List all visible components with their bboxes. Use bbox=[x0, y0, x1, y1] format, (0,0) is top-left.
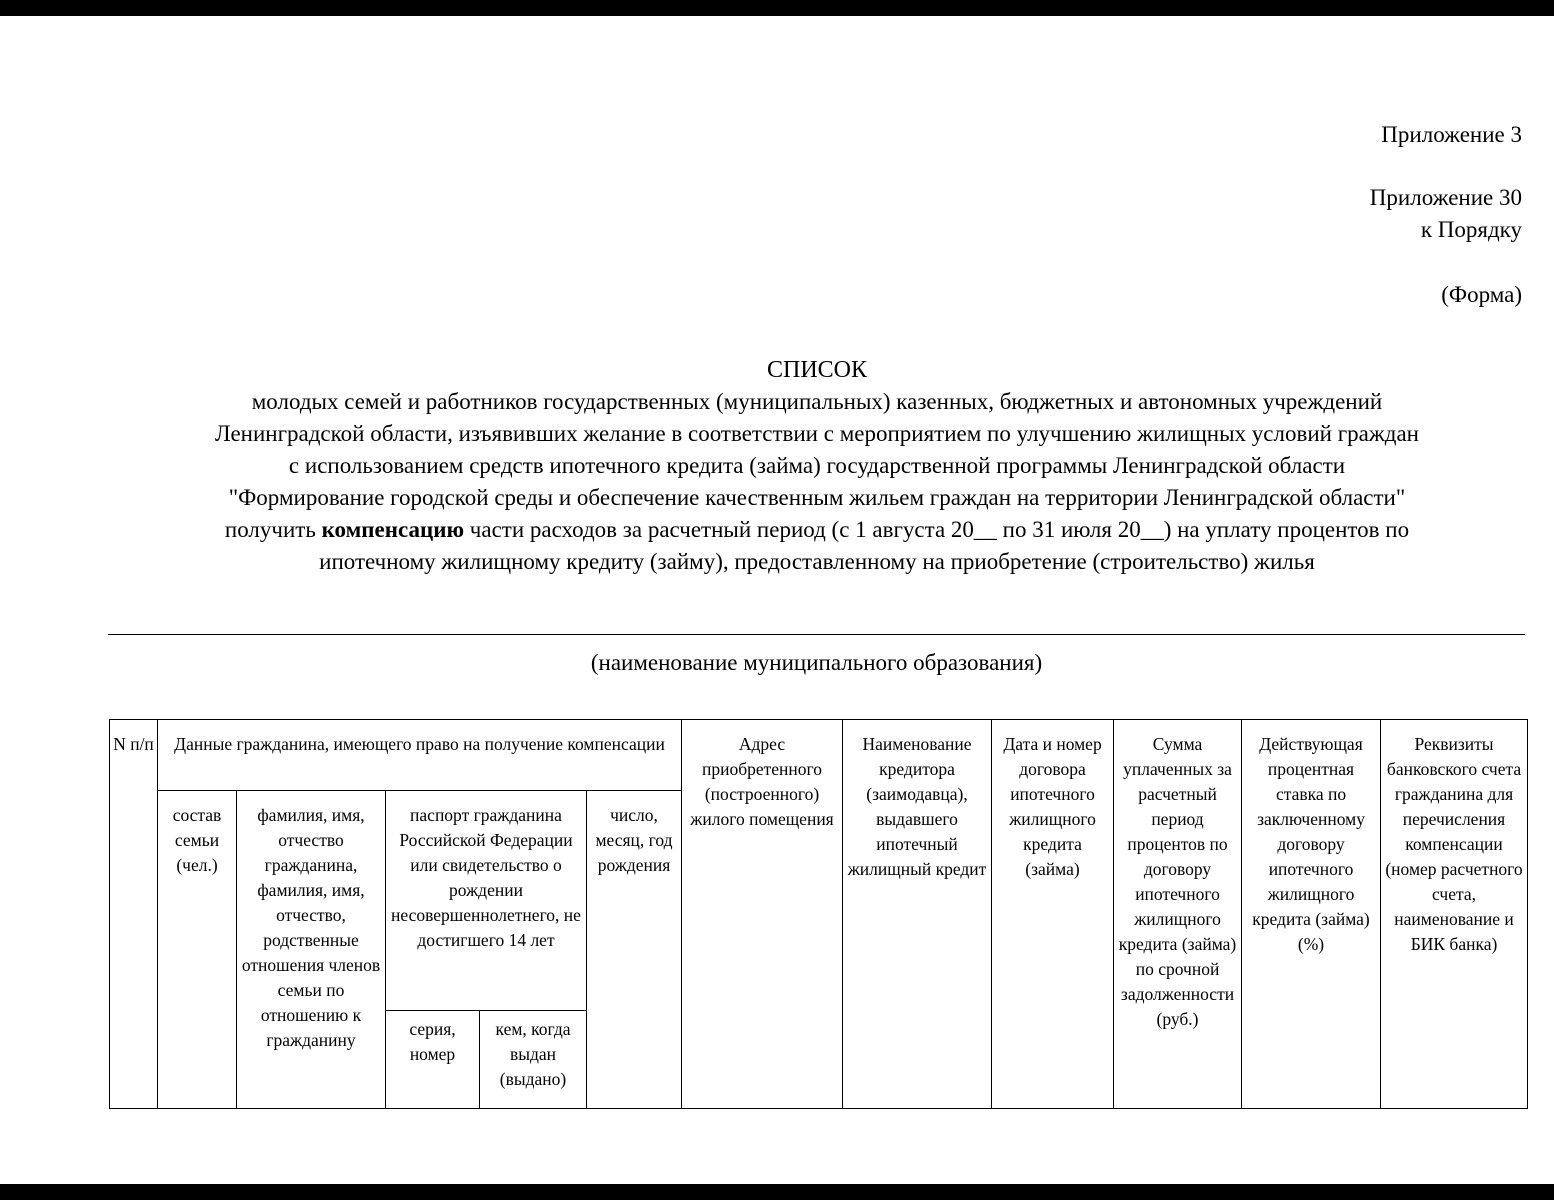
title-line-5 bbox=[110, 514, 1524, 546]
compensation-list-table bbox=[109, 719, 1528, 1109]
header-full-names: фамилия, имя, отчество гражданина, фамилия, имя, отчество, родственные отношения членов семьи по отношению к гражданину bbox=[237, 791, 386, 1109]
title-line-2: Ленинградской области, изъявивших желание в соответствии с мероприятием по улучшению жилищных условий граждан bbox=[215, 421, 1419, 446]
title-line-5-post: части расходов за расчетный период (с 1 августа 20__ по 31 июля 20__) на уплату процентов по bbox=[464, 517, 1410, 542]
document-title bbox=[110, 354, 1524, 578]
header-series-number: серия, номер bbox=[386, 1011, 480, 1109]
header-paid-sum: Сумма уплаченных за расчетный период процентов по договору ипотечного жилищного кредита (займа) по срочной задолженности (руб.) bbox=[1114, 720, 1242, 1109]
header-family-size: состав семьи (чел.) bbox=[158, 791, 237, 1109]
municipality-underline bbox=[108, 634, 1525, 635]
header-num: N п/п bbox=[110, 720, 158, 1109]
municipality-caption: (наименование муниципального образования) bbox=[590, 650, 1043, 675]
header-address: Адрес приобретенного (построенного) жилого помещения bbox=[682, 720, 843, 1109]
title-line-3: с использованием средств ипотечного кредита (займа) государственной программы Ленинградской области bbox=[288, 453, 1346, 478]
title-line-5-pre: получить bbox=[224, 517, 322, 542]
title-line-6: ипотечному жилищному кредиту (займу), предоставленному на приобретение (строительство) жилья bbox=[319, 549, 1315, 574]
header-birth-date: число, месяц, год рождения bbox=[587, 791, 682, 1109]
title-heading: СПИСОК bbox=[766, 357, 868, 383]
title-line-4: "Формирование городской среды и обеспечение качественным жильем граждан на территории Ленинградской области" bbox=[228, 485, 1406, 510]
header-issued-by: кем, когда выдан (выдано) bbox=[480, 1011, 587, 1109]
header-contract: Дата и номер договора ипотечного жилищного кредита (займа) bbox=[992, 720, 1114, 1109]
header-passport: паспорт гражданина Российской Федерации или свидетельство о рождении несовершеннолетнего, не достигшего 14 лет bbox=[386, 791, 587, 1011]
header-citizen-data: Данные гражданина, имеющего право на получение компенсации bbox=[158, 720, 682, 791]
header-interest-rate: Действующая процентная ставка по заключенному договору ипотечного жилищного кредита (займа) (%) bbox=[1242, 720, 1381, 1109]
form-label: (Форма) bbox=[1441, 282, 1522, 307]
to-order-label: к Порядку bbox=[1420, 217, 1522, 242]
appendix-3-label: Приложение 3 bbox=[1381, 122, 1522, 147]
header-bank-details: Реквизиты банковского счета гражданина для перечисления компенсации (номер расчетного счета, наименование и БИК банка) bbox=[1381, 720, 1528, 1109]
title-line-1: молодых семей и работников государственных (муниципальных) казенных, бюджетных и автономных учреждений bbox=[251, 389, 1383, 414]
scan-border-top bbox=[0, 0, 1554, 16]
title-compensation-bold: компенсацию bbox=[321, 517, 465, 542]
scan-border-bottom bbox=[0, 1184, 1554, 1200]
appendix-30-label: Приложение 30 bbox=[1369, 185, 1522, 210]
header-creditor: Наименование кредитора (заимодавца), выдавшего ипотечный жилищный кредит bbox=[843, 720, 992, 1109]
